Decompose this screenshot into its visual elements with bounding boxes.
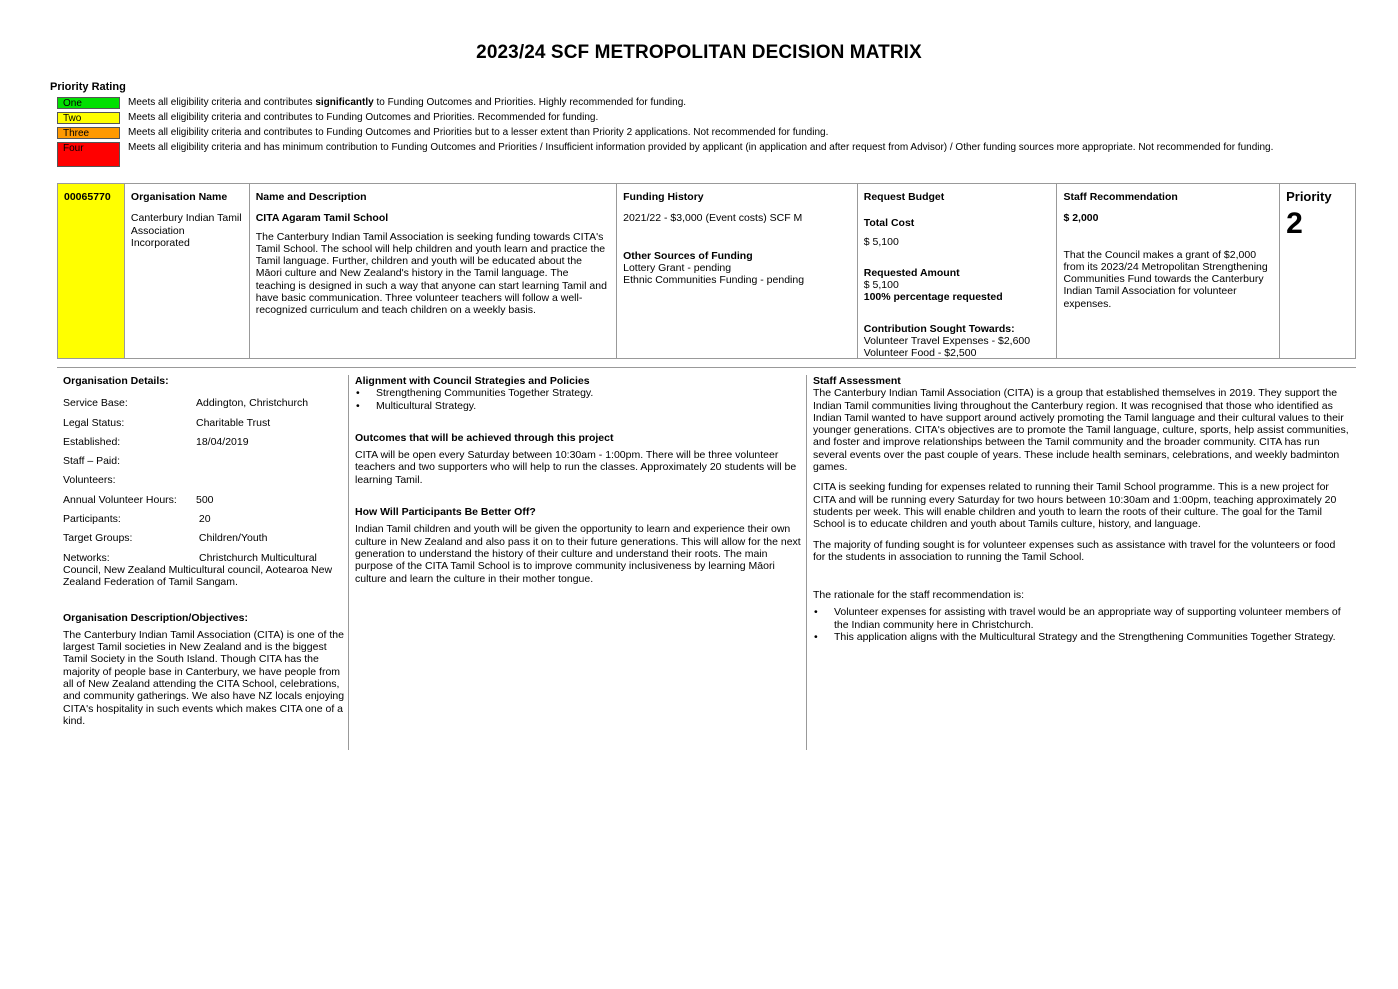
requested-amount-value: $ 5,100: [863, 279, 899, 292]
assessment-paragraph: CITA is seeking funding for expenses related to running their Tamil School programme. This is a new project for CITA and will be running every Saturday for two hours between 10:30am and 1:00pm, teaching approximately 20 students per week. This will enable children and youth to learn the roots of their culture. The goal for the Tamil School is to educate children and youth about Tamils culture, history, and language.: [813, 481, 1337, 531]
list-item: • Strengthening Communities Together Strategy.: [376, 387, 805, 399]
desc-header: Name and Description: [255, 191, 367, 203]
priority-text-four: Meets all eligibility criteria and has minimum contribution to Funding Outcomes and Priorities / Insufficient information provided by applicant (in application and after request from Advisor) / Other funding sources more appropriate. Not recommended for funding.: [128, 142, 1274, 153]
org-details-heading: Organisation Details:: [63, 375, 169, 387]
list-item: • This application aligns with the Multicultural Strategy and the Strengthening Communities Together Strategy.: [834, 631, 1350, 643]
staff-rec-header: Staff Recommendation: [1063, 191, 1178, 203]
priority-level-two: [57, 112, 1357, 124]
priority-level-four: [57, 142, 1357, 167]
priority-value: 2: [1286, 207, 1303, 241]
staff-recommendation-cell: [1057, 184, 1280, 358]
alignment-list: [355, 387, 805, 412]
history-header: Funding History: [623, 191, 704, 203]
org-name-header: Organisation Name: [130, 191, 228, 203]
priority-swatch-three: Three: [57, 127, 120, 139]
alignment-heading: Alignment with Council Strategies and Policies: [355, 375, 590, 387]
description-cell: [250, 184, 617, 358]
funding-history: 2021/22 - $3,000 (Event costs) SCF M: [623, 212, 803, 225]
total-cost-value: $ 5,100: [863, 235, 899, 248]
section-divider: [57, 367, 1356, 368]
detail-row-service-base: Service Base: Addington, Christchurch: [63, 397, 309, 410]
alignment-column: [348, 375, 805, 750]
list-item: • Multicultural Strategy.: [376, 400, 805, 412]
detail-row-volunteer-hours: Annual Volunteer Hours: 500: [63, 493, 214, 506]
priority-text-two: Meets all eligibility criteria and contributes to Funding Outcomes and Priorities. Recommended for funding.: [128, 112, 599, 123]
org-name: Canterbury Indian Tamil Association Incorporated: [130, 212, 242, 249]
priority-swatch-four: Four: [57, 142, 120, 167]
funding-history-cell: [617, 184, 858, 358]
percentage-requested: 100% percentage requested: [863, 291, 1003, 304]
organisation-details-column: [63, 375, 345, 727]
priority-header: Priority: [1286, 189, 1332, 204]
assessment-paragraph: The majority of funding sought is for volunteer expenses such as assistance with travel for the volunteers or food for the students in association to running the Tamil School.: [813, 538, 1336, 563]
application-id: 00065770: [58, 184, 125, 358]
outcomes-text: CITA will be open every Saturday between 10:30am - 1:00pm. There will be three volunteer teachers and two supporters who will help to run the classes. Approximately 20 students will be learning Tamil.: [355, 449, 797, 486]
other-source-item: Ethnic Communities Funding - pending: [623, 274, 805, 287]
priority-level-three: [57, 127, 1357, 139]
better-off-heading: How Will Participants Be Better Off?: [355, 506, 536, 519]
contribution-label: Contribution Sought Towards:: [863, 322, 1015, 335]
other-sources-header: Other Sources of Funding: [623, 249, 753, 262]
detail-row-staff-paid: Staff – Paid:: [63, 455, 121, 468]
priority-level-one: [57, 97, 1357, 109]
request-budget-cell: [858, 184, 1058, 358]
staff-rec-amount: $ 2,000: [1063, 212, 1099, 225]
priority-text-one: Meets all eligibility criteria and contributes significantly to Funding Outcomes and Priorities. Highly recommended for funding.: [128, 97, 687, 108]
detail-row-legal-status: Legal Status: Charitable Trust: [63, 416, 271, 429]
assessment-paragraph: The Canterbury Indian Tamil Association (CITA) is a group that established themselves in 2019. They support the Indian Tamil communities living throughout the Canterbury region. It was recognised that those who identified as Indian Tamil wanted to have support around actively promoting the Tamil language and their cultural values to their younger generations. CITA's objectives are to promote the Tamil language, culture, sports, help assist communities, and foster and improve relationships between the Tamil community and the broader community. CITA has run several events over the past couple of years. These include health seminars, celebrations, and weekly badminton games.: [813, 387, 1349, 474]
priority-cell: [1280, 184, 1355, 358]
rationale-intro: The rationale for the staff recommendation is:: [813, 589, 1025, 602]
page-title: 2023/24 SCF METROPOLITAN DECISION MATRIX: [476, 42, 922, 63]
total-cost-label: Total Cost: [863, 217, 915, 230]
staff-rec-text: That the Council makes a grant of $2,000 from its 2023/24 Metropolitan Strengthening Communities Fund towards the Canterbury Indian Tamil Association for volunteer expenses.: [1063, 248, 1268, 310]
detail-row-participants: Participants: 20: [63, 513, 211, 526]
list-item: • Volunteer expenses for assisting with travel would be an appropriate way of supporting volunteer members of the Indian community here in Christchurch.: [834, 606, 1350, 631]
project-name: CITA Agaram Tamil School: [255, 212, 389, 225]
priority-swatch-two: Two: [57, 112, 120, 124]
objectives-heading: Organisation Description/Objectives:: [63, 611, 248, 624]
contribution-item: Volunteer Travel Expenses - $2,600: [863, 335, 1031, 348]
detail-row-target-groups: Target Groups: Children/Youth: [63, 532, 268, 545]
requested-amount-label: Requested Amount: [863, 266, 960, 279]
detail-row-established: Established: 18/04/2019: [63, 435, 249, 448]
contribution-item: Volunteer Food - $2,500: [863, 347, 977, 360]
summary-table: [57, 183, 1356, 359]
detail-row-volunteers: Volunteers:: [63, 474, 116, 487]
priority-swatch-one: One: [57, 97, 120, 109]
better-off-text: Indian Tamil children and youth will be given the opportunity to learn and experience their own culture in New Zealand and also pass it on to their future generations. This will allow for the next generation to understand the history of their culture and understand their roots. The main purpose of the CITA Tamil School is to improve community inclusiveness by learning Māori culture and learn the culture in their mother tongue.: [355, 523, 801, 585]
budget-header: Request Budget: [863, 191, 945, 203]
organisation-cell: [125, 184, 250, 358]
priority-text-three: Meets all eligibility criteria and contributes to Funding Outcomes and Priorities but to a lesser extent than Priority 2 applications. Not recommended for funding.: [128, 127, 829, 138]
staff-assessment-heading: Staff Assessment: [813, 375, 901, 387]
staff-assessment-column: [806, 375, 1350, 750]
outcomes-heading: Outcomes that will be achieved through this project: [355, 431, 614, 444]
networks: Networks: Christchurch Multicultural Council, New Zealand Multicultural council, Aotearoa New Zealand Federation of Tamil Sangam.: [63, 551, 333, 589]
priority-rating-heading: Priority Rating: [50, 81, 126, 93]
objectives-text: The Canterbury Indian Tamil Association (CITA) is one of the largest Tamil societies in New Zealand and is the biggest Tamil Society in the South Island. Though CITA has the majority of people base in Canterbury, we have people from all of New Zealand attending the CITA School, celebrations, and community gatherings. We also have NZ locals enjoying CITA's hospitality in such events which makes CITA one of a kind.: [63, 628, 345, 727]
other-source-item: Lottery Grant - pending: [623, 261, 732, 274]
project-description: The Canterbury Indian Tamil Association is seeking funding towards CITA's Tamil School. The school will help children and youth learn and practice the Tamil language. Further, children and youth will be educated about the Māori culture and New Zealand's history in the Tamil language. The teaching is designed in such a way that anyone can start learning Tamil and have basic communication. Three volunteer teachers will follow a well-recognized curriculum and teach children on a weekly basis.: [255, 230, 607, 317]
priority-legend: [57, 97, 1357, 170]
rationale-list: [813, 606, 1350, 643]
